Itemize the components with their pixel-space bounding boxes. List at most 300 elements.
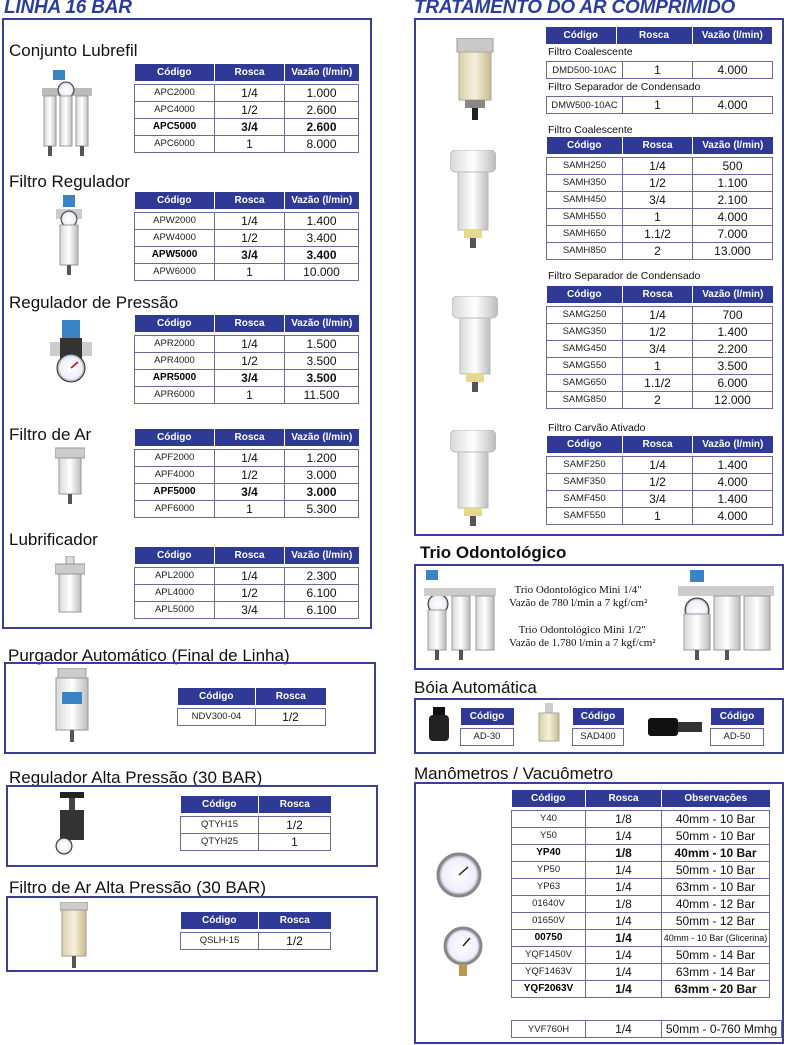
table-cell: 1.400 <box>693 456 773 473</box>
table-cell: APR6000 <box>135 386 215 403</box>
table-row <box>547 157 773 174</box>
table-cell: 3.000 <box>285 483 359 500</box>
table-cell: 4.000 <box>693 62 773 79</box>
samg-table <box>546 286 773 409</box>
table-row <box>512 980 770 997</box>
table-cell: 3/4 <box>215 601 285 618</box>
table-cell: 1/4 <box>623 306 693 323</box>
filtro-dmd-icon <box>455 38 495 122</box>
table-cell: 1/4 <box>586 946 662 963</box>
table-cell: APW5000 <box>135 246 215 263</box>
column-header: Rosca <box>259 796 331 813</box>
table-cell: 1/2 <box>623 323 693 340</box>
column-header: Rosca <box>259 912 331 929</box>
table-cell: 4.000 <box>693 208 773 225</box>
table-cell: APC4000 <box>135 101 215 118</box>
table-cell: YQF2063V <box>512 980 586 997</box>
table-cell: SAMG350 <box>547 323 623 340</box>
column-header: Código <box>547 286 623 303</box>
table-cell: 2.100 <box>693 191 773 208</box>
table-cell: 1/2 <box>215 101 285 118</box>
table-cell: 6.000 <box>693 374 773 391</box>
table-row <box>512 946 770 963</box>
filtro-regulador-icon <box>54 195 84 275</box>
table-row <box>135 601 359 618</box>
table-cell: 1/2 <box>256 708 326 725</box>
column-header: Código <box>181 796 259 813</box>
table-cell: SAMH450 <box>547 191 623 208</box>
table-cell: APC2000 <box>135 84 215 101</box>
table-cell: APC6000 <box>135 135 215 152</box>
column-header: Rosca <box>215 192 285 209</box>
table-cell: 63mm - 20 Bar <box>662 980 770 997</box>
column-header: Código <box>135 429 215 446</box>
table-cell: 1/4 <box>215 212 285 229</box>
table-row <box>512 912 770 929</box>
table-row <box>711 728 764 745</box>
lubrificador-icon <box>55 556 85 618</box>
table-cell: 1 <box>215 500 285 517</box>
table-cell: 1 <box>215 263 285 280</box>
col-vazao: Vazão (l/min) <box>285 64 359 81</box>
table-cell: SAD400 <box>573 728 624 745</box>
table-cell: 1.1/2 <box>623 225 693 242</box>
table-row <box>135 352 359 369</box>
manometro-glicerina-icon <box>442 926 484 978</box>
lubrificador-table <box>134 547 359 619</box>
table-cell: 40mm - 10 Bar (Glicerina) <box>662 929 770 946</box>
table-row <box>547 306 773 323</box>
column-header: Código <box>573 708 624 725</box>
table-cell: 3.500 <box>693 357 773 374</box>
table-row <box>181 833 331 850</box>
table-cell: SAMG250 <box>547 306 623 323</box>
column-header: Rosca <box>215 315 285 332</box>
table-cell: SAMH550 <box>547 208 623 225</box>
column-header: Rosca <box>616 27 692 44</box>
table-cell: DMW500-10AC <box>547 97 623 114</box>
table-row <box>547 391 773 408</box>
table-row <box>135 386 359 403</box>
table-row <box>135 483 359 500</box>
table-cell: 1/4 <box>215 449 285 466</box>
manometros-title: Manômetros / Vacuômetro <box>414 764 614 783</box>
table-cell: 1.100 <box>693 174 773 191</box>
table-cell: 1/2 <box>259 816 331 833</box>
table-cell: 01640V <box>512 895 586 912</box>
table-row <box>512 895 770 912</box>
samh-subtitle: Filtro Coalescente <box>548 124 633 136</box>
table-cell: 2.300 <box>285 567 359 584</box>
table-row <box>135 212 359 229</box>
trio-large-icon <box>678 570 774 664</box>
table-row <box>135 567 359 584</box>
left-header: LINHA 16 BAR <box>4 0 132 18</box>
right-header: TRATAMENTO DO AR COMPRIMIDO <box>414 0 736 18</box>
table-row <box>512 1021 782 1038</box>
table-cell: QTYH15 <box>181 816 259 833</box>
filtro-samh-icon <box>450 150 496 250</box>
column-header: Rosca <box>256 688 326 705</box>
samg-subtitle: Filtro Separador de Condensado <box>548 270 701 282</box>
dmd-subtitle: Filtro Coalescente <box>548 46 633 58</box>
table-cell: 1/4 <box>623 157 693 174</box>
table-cell: 2.200 <box>693 340 773 357</box>
regulador-filtro-title: Filtro Regulador <box>9 172 130 191</box>
table-cell: 1/2 <box>215 352 285 369</box>
table-row <box>547 490 773 507</box>
table-cell: QSLH-15 <box>181 932 259 949</box>
table-row <box>181 816 331 833</box>
table-cell: APW4000 <box>135 229 215 246</box>
table-cell: 3/4 <box>215 118 285 135</box>
table-cell: APC5000 <box>135 118 215 135</box>
regulador-pressao-title: Regulador de Pressão <box>9 293 179 312</box>
regulador-pressao-icon <box>48 320 94 386</box>
trio-mini-icon <box>424 570 496 664</box>
table-cell: 700 <box>693 306 773 323</box>
table-cell: 00750 <box>512 929 586 946</box>
column-header: Vazão (l/min) <box>693 436 773 453</box>
table-row <box>547 242 773 259</box>
filtro-alta-icon <box>60 902 88 968</box>
table-cell: 40mm - 10 Bar <box>662 844 770 861</box>
table-row <box>547 191 773 208</box>
table-cell: 2.600 <box>285 118 359 135</box>
table-row <box>547 374 773 391</box>
table-row <box>512 878 770 895</box>
table-cell: 3/4 <box>623 191 693 208</box>
column-header: Vazão (l/min) <box>285 192 359 209</box>
column-header: Vazão (l/min) <box>693 286 773 303</box>
table-cell: SAMG650 <box>547 374 623 391</box>
table-row <box>135 246 359 263</box>
table-cell: 1/4 <box>586 861 662 878</box>
table-cell: 1/4 <box>215 84 285 101</box>
filtro-alta-table <box>180 912 331 950</box>
table-row <box>547 97 773 114</box>
trio-line-1b: Vazão de 780 l/min a 7 kgf/cm² <box>509 597 648 609</box>
table-cell: 50mm - 12 Bar <box>662 912 770 929</box>
table-row <box>547 62 773 79</box>
table-row <box>135 263 359 280</box>
column-header: Código <box>135 547 215 564</box>
table-cell: 3.000 <box>285 466 359 483</box>
table-cell: SAMH350 <box>547 174 623 191</box>
table-cell: SAMH250 <box>547 157 623 174</box>
trio-line-2b: Vazão de 1.780 l/min a 7 kgf/cm² <box>509 637 656 649</box>
table-cell: 63mm - 10 Bar <box>662 878 770 895</box>
table-cell: 50mm - 0-760 Mmhg <box>662 1021 782 1038</box>
table-cell: SAMG450 <box>547 340 623 357</box>
table-cell: 40mm - 10 Bar <box>662 810 770 827</box>
table-cell: 1/4 <box>586 963 662 980</box>
column-header: Código <box>135 192 215 209</box>
table-cell: AD-30 <box>461 728 514 745</box>
table-cell: 1 <box>259 833 331 850</box>
column-header: Rosca <box>215 429 285 446</box>
table-cell: 1.500 <box>285 335 359 352</box>
table-cell: QTYH25 <box>181 833 259 850</box>
table-cell: APL2000 <box>135 567 215 584</box>
table-cell: 1.400 <box>285 212 359 229</box>
column-header: Código <box>178 688 256 705</box>
table-cell: 1/4 <box>586 1021 662 1038</box>
table-row <box>547 323 773 340</box>
lubrefil-unit-icon <box>38 70 96 158</box>
table-cell: 1 <box>215 135 285 152</box>
table-cell: 3.400 <box>285 246 359 263</box>
column-header: Vazão (l/min) <box>285 547 359 564</box>
table-row <box>135 335 359 352</box>
table-cell: 3/4 <box>215 369 285 386</box>
table-cell: APF6000 <box>135 500 215 517</box>
table-cell: 12.000 <box>693 391 773 408</box>
trio-text-1 <box>509 584 647 610</box>
table-row <box>547 225 773 242</box>
table-cell: APL5000 <box>135 601 215 618</box>
column-header: Observações <box>662 790 770 807</box>
table-cell: 3.500 <box>285 369 359 386</box>
table-cell: YP40 <box>512 844 586 861</box>
table-cell: 2 <box>623 242 693 259</box>
vacuometro-table <box>511 1020 782 1038</box>
table-row <box>135 584 359 601</box>
dmw-table <box>546 96 773 114</box>
table-cell: 4.000 <box>693 97 773 114</box>
table-cell: 2 <box>623 391 693 408</box>
table-cell: 1 <box>215 386 285 403</box>
table-row <box>512 827 770 844</box>
table-cell: 1/2 <box>259 932 331 949</box>
table-cell: 1.200 <box>285 449 359 466</box>
table-cell: 1/8 <box>586 844 662 861</box>
column-header: Código <box>547 137 623 154</box>
column-header: Código <box>135 315 215 332</box>
col-rosca: Rosca <box>215 64 285 81</box>
table-cell: 6.100 <box>285 601 359 618</box>
table-cell: DMD500-10AC <box>547 62 623 79</box>
table-cell: 1/2 <box>623 174 693 191</box>
table-cell: 4.000 <box>693 473 773 490</box>
boia-ad30-icon <box>427 707 451 745</box>
table-row <box>512 861 770 878</box>
regulador-alta-title: Regulador Alta Pressão (30 BAR) <box>9 768 263 787</box>
table-row <box>547 456 773 473</box>
trio-line-2a: Trio Odontológico Mini 1/2" <box>518 624 646 636</box>
column-header: Código <box>711 708 764 725</box>
table-cell: YVF760H <box>512 1021 586 1038</box>
table-cell: APW6000 <box>135 263 215 280</box>
boia-title: Bóia Automática <box>414 678 537 697</box>
table-row <box>135 84 359 101</box>
table-cell: 1/4 <box>586 878 662 895</box>
column-header: Rosca <box>586 790 662 807</box>
boia-ad50-table <box>710 708 764 746</box>
table-cell: 1/4 <box>586 912 662 929</box>
table-cell: 3.400 <box>285 229 359 246</box>
column-header: Código <box>461 708 514 725</box>
column-header: Vazão (l/min) <box>692 27 772 44</box>
table-row <box>512 844 770 861</box>
purgador-title: Purgador Automático (Final de Linha) <box>8 646 290 665</box>
table-cell: 1 <box>623 97 693 114</box>
table-cell: 1.400 <box>693 323 773 340</box>
boia-ad30-table <box>460 708 514 746</box>
filtro-ar-table <box>134 429 359 518</box>
table-cell: 8.000 <box>285 135 359 152</box>
column-header: Código <box>512 790 586 807</box>
table-cell: 1/4 <box>586 980 662 997</box>
table-cell: AD-50 <box>711 728 764 745</box>
table-cell: 1/4 <box>623 456 693 473</box>
trio-text-2 <box>509 624 656 650</box>
table-cell: APF4000 <box>135 466 215 483</box>
table-cell: 6.100 <box>285 584 359 601</box>
col-codigo: Código <box>135 64 215 81</box>
table-cell: 1/8 <box>586 895 662 912</box>
trio-line-1a: Trio Odontológico Mini 1/4" <box>514 584 642 596</box>
column-header: Rosca <box>623 436 693 453</box>
table-row <box>573 728 624 745</box>
column-header: Código <box>181 912 259 929</box>
table-cell: 1 <box>623 208 693 225</box>
table-cell: SAMF550 <box>547 507 623 524</box>
table-cell: Y50 <box>512 827 586 844</box>
lubrificador-title: Lubrificador <box>9 530 98 549</box>
table-cell: 5.300 <box>285 500 359 517</box>
table-cell: 50mm - 10 Bar <box>662 861 770 878</box>
boia-sad400-table <box>572 708 624 746</box>
dmd-table <box>546 61 773 79</box>
table-row <box>135 101 359 118</box>
table-row <box>135 466 359 483</box>
table-cell: 13.000 <box>693 242 773 259</box>
table-cell: APF2000 <box>135 449 215 466</box>
table-cell: 1.400 <box>693 490 773 507</box>
table-cell: 1/8 <box>586 810 662 827</box>
regulador-pressao-table <box>134 315 359 404</box>
column-header: Código <box>546 27 616 44</box>
table-cell: APW2000 <box>135 212 215 229</box>
table-row <box>547 340 773 357</box>
column-header: Vazão (l/min) <box>285 315 359 332</box>
table-row <box>135 135 359 152</box>
table-cell: SAMG550 <box>547 357 623 374</box>
trio-title: Trio Odontológico <box>420 543 567 562</box>
filtro-samg-icon <box>452 296 498 394</box>
samf-subtitle: Filtro Carvão Ativado <box>548 422 646 434</box>
table-row <box>178 708 326 725</box>
table-cell: 63mm - 14 Bar <box>662 963 770 980</box>
table-cell: 40mm - 12 Bar <box>662 895 770 912</box>
manometro-small-icon <box>432 852 486 898</box>
table-row <box>512 929 770 946</box>
table-cell: YP50 <box>512 861 586 878</box>
table-cell: 1 <box>623 62 693 79</box>
table-cell: 1/2 <box>215 229 285 246</box>
table-cell: 3/4 <box>623 490 693 507</box>
table-row <box>547 507 773 524</box>
table-cell: APL4000 <box>135 584 215 601</box>
column-header: Rosca <box>215 547 285 564</box>
table-cell: 7.000 <box>693 225 773 242</box>
table-row <box>547 174 773 191</box>
table-row <box>135 229 359 246</box>
table-row <box>547 473 773 490</box>
table-cell: 1/2 <box>215 466 285 483</box>
table-cell: 1/2 <box>215 584 285 601</box>
table-cell: SAMF350 <box>547 473 623 490</box>
table-cell: 2.600 <box>285 101 359 118</box>
filtro-alta-title: Filtro de Ar Alta Pressão (30 BAR) <box>9 878 266 897</box>
table-row <box>135 449 359 466</box>
table-cell: SAMG850 <box>547 391 623 408</box>
table-cell: 01650V <box>512 912 586 929</box>
table-cell: 3/4 <box>623 340 693 357</box>
table-cell: 1 <box>623 507 693 524</box>
boia-ad50-icon <box>648 714 706 740</box>
table-row <box>547 357 773 374</box>
table-cell: 1 <box>623 357 693 374</box>
column-header: Código <box>547 436 623 453</box>
filtro-ar-title: Filtro de Ar <box>9 425 92 444</box>
table-row <box>135 118 359 135</box>
table-cell: APR4000 <box>135 352 215 369</box>
purgador-icon <box>52 668 92 744</box>
samh-table <box>546 137 773 260</box>
table-cell: 50mm - 14 Bar <box>662 946 770 963</box>
table-cell: 1.1/2 <box>623 374 693 391</box>
table-cell: YP63 <box>512 878 586 895</box>
table-cell: APR5000 <box>135 369 215 386</box>
table-cell: SAMF250 <box>547 456 623 473</box>
table-cell: 1/4 <box>215 335 285 352</box>
filtro-ar-icon <box>55 446 85 504</box>
table-row <box>135 500 359 517</box>
lubrefil-table <box>134 64 359 153</box>
lubrefil-title: Conjunto Lubrefil <box>9 41 138 60</box>
filtro-samf-icon <box>450 430 496 526</box>
table-cell: 1/2 <box>623 473 693 490</box>
table-cell: 11.500 <box>285 386 359 403</box>
table-cell: Y40 <box>512 810 586 827</box>
table-cell: 1.000 <box>285 84 359 101</box>
table-cell: APR2000 <box>135 335 215 352</box>
regulador-filtro-table <box>134 192 359 281</box>
column-header: Rosca <box>623 286 693 303</box>
column-header: Vazão (l/min) <box>693 137 773 154</box>
table-cell: SAMF450 <box>547 490 623 507</box>
table-cell: 10.000 <box>285 263 359 280</box>
dmw-subtitle: Filtro Separador de Condensado <box>548 81 701 93</box>
table-cell: 4.000 <box>693 507 773 524</box>
table-row <box>135 369 359 386</box>
table-cell: 3/4 <box>215 246 285 263</box>
table-row <box>181 932 331 949</box>
regulador-alta-table <box>180 796 331 851</box>
table-cell: 3.500 <box>285 352 359 369</box>
table-row <box>461 728 514 745</box>
table-cell: 500 <box>693 157 773 174</box>
table-cell: NDV300-04 <box>178 708 256 725</box>
table-cell: 1/4 <box>215 567 285 584</box>
regulador-alta-icon <box>54 792 90 860</box>
table-cell: 50mm - 10 Bar <box>662 827 770 844</box>
table-cell: YQF1450V <box>512 946 586 963</box>
column-header: Vazão (l/min) <box>285 429 359 446</box>
table-cell: 1/4 <box>586 827 662 844</box>
